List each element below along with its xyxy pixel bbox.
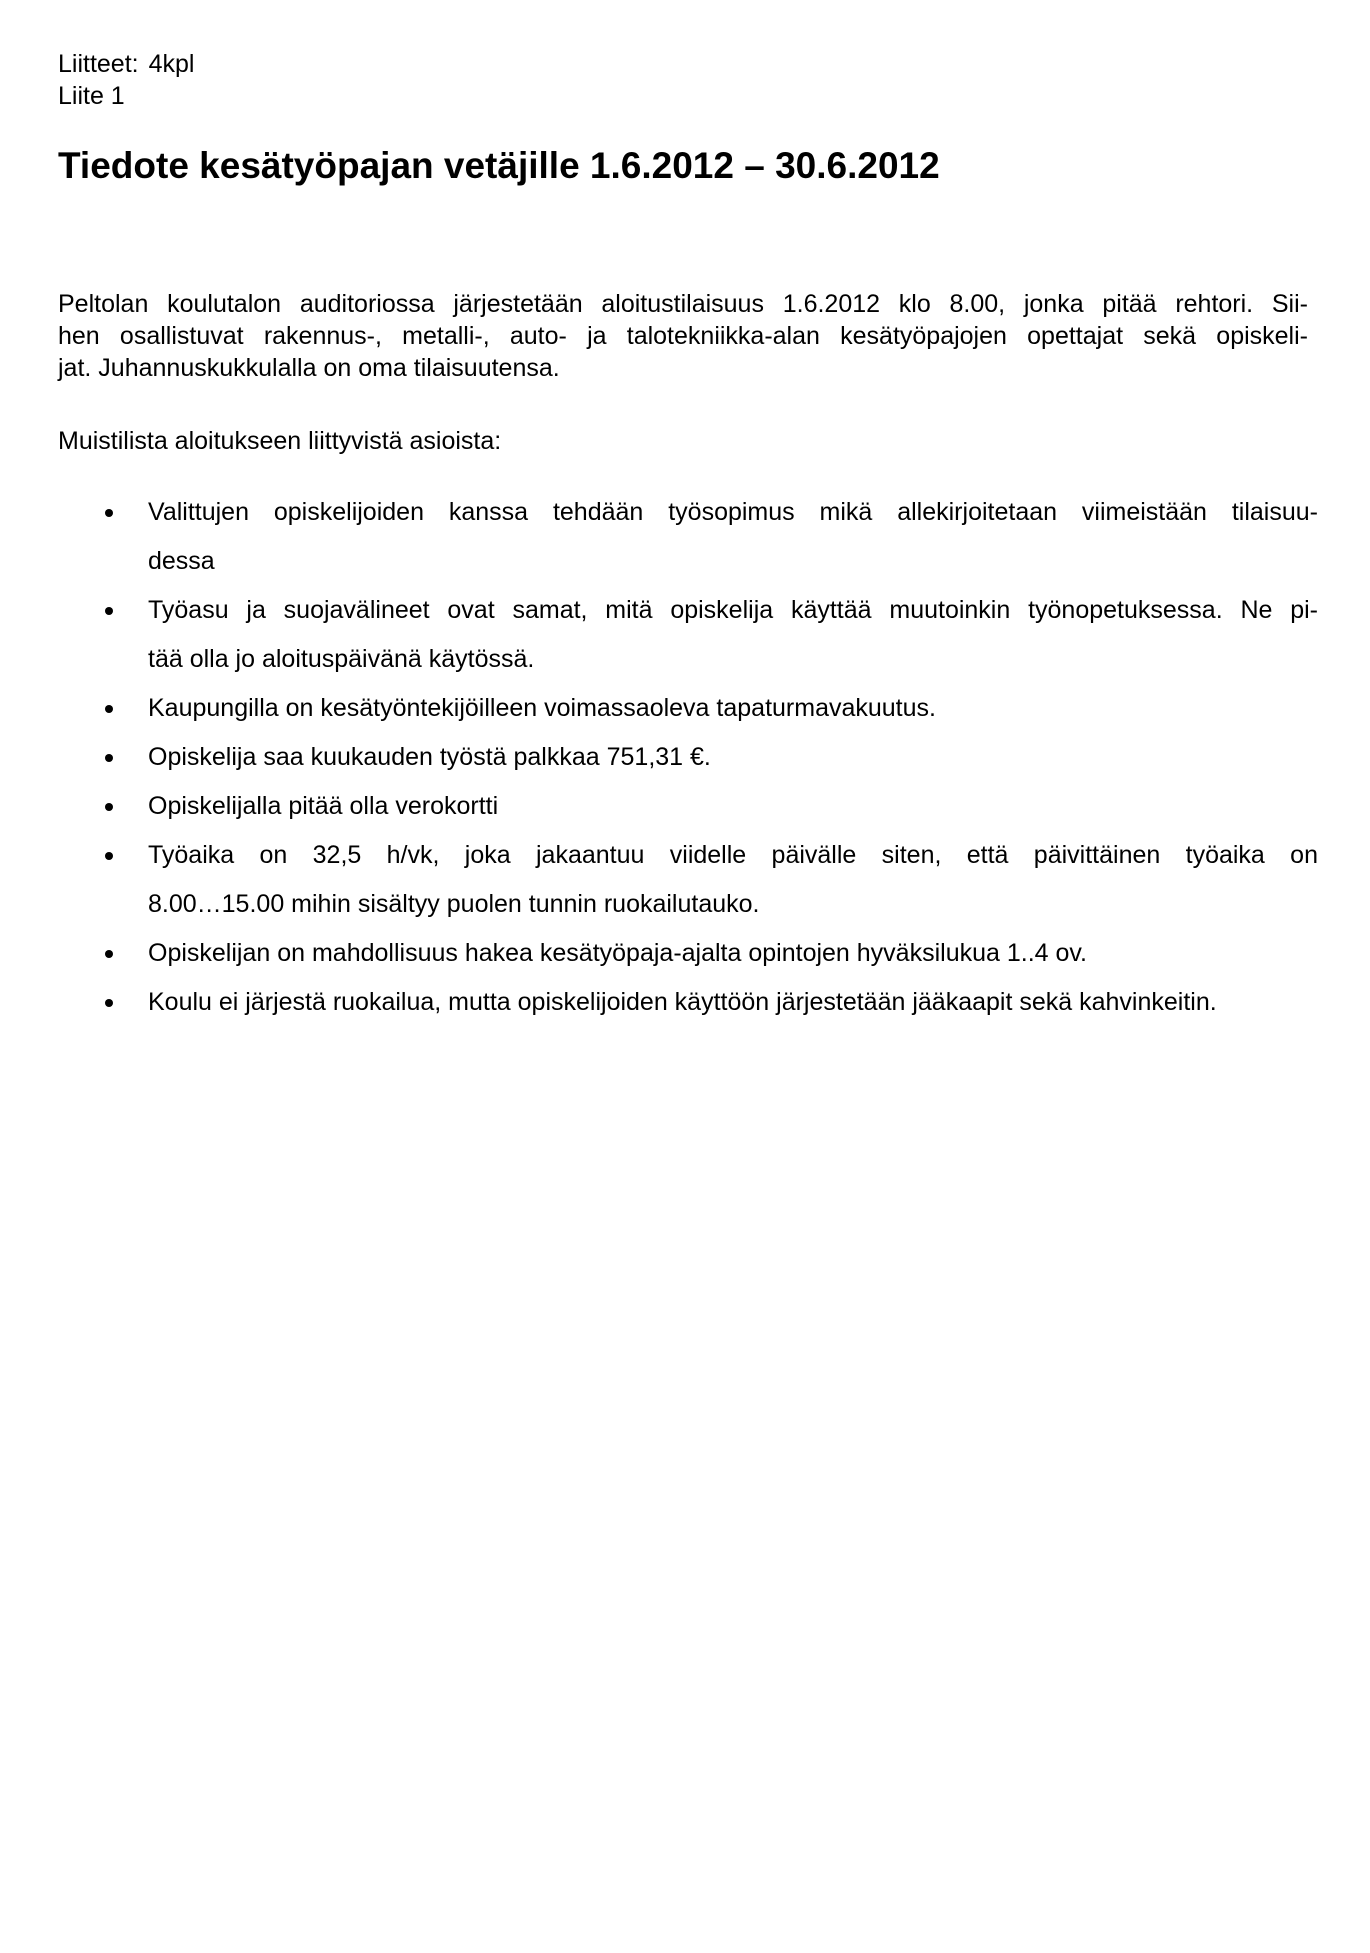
list-item [58,782,1318,831]
list-item [58,978,1318,1027]
reminder-list [58,488,1318,1027]
list-item [58,488,1318,586]
bullet-icon [105,607,113,615]
list-item [58,929,1318,978]
attachments-line [58,48,194,80]
appendix-label: Liite 1 [58,82,125,110]
list-item-line: Koulu ei järjestä ruokailua, mutta opiskelijoiden käyttöön järjestetään jääkaapit sekä kahvinkeitin. [148,988,1217,1016]
list-item-text [148,831,1318,929]
list-item-text [148,586,1318,684]
list-heading: Muistilista aloitukseen liittyvistä asioista: [58,427,502,455]
list-item-text [148,978,1318,1027]
bullet-icon [105,999,113,1007]
list-item-text [148,733,1318,782]
list-item-line: Kaupungilla on kesätyöntekijöilleen voimassaoleva tapaturmavakuutus. [148,694,936,722]
bullet-icon [105,705,113,713]
list-item-line: Työaika on 32,5 h/vk, joka jakaantuu viidelle päivälle siten, että päivittäinen työaika on [148,841,1318,869]
intro-paragraph [58,288,1308,384]
intro-line: Peltolan koulutalon auditoriossa järjestetään aloitustilaisuus 1.6.2012 klo 8.00, jonka pitää rehtori. Sii- [58,290,1308,318]
document-header [58,48,194,112]
bullet-icon [105,852,113,860]
bullet-icon [105,950,113,958]
intro-line: jat. Juhannuskukkulalla on oma tilaisuutensa. [58,354,560,382]
list-item-line: Työasu ja suojavälineet ovat samat, mitä opiskelija käyttää muutoinkin työnopetuksessa. Ne pi- [148,596,1318,624]
list-item-text [148,488,1318,586]
list-item-line: dessa [148,547,215,575]
list-item-line: Opiskelija saa kuukauden työstä palkkaa 751,31 €. [148,743,711,771]
bullet-icon [105,803,113,811]
list-item [58,684,1318,733]
list-item-line: 8.00…15.00 mihin sisältyy puolen tunnin ruokailutauko. [148,890,760,918]
list-item [58,831,1318,929]
list-item-line: Valittujen opiskelijoiden kanssa tehdään työsopimus mikä allekirjoitetaan viimeistään tilaisuu- [148,498,1318,526]
list-item-text [148,782,1318,831]
list-item-line: Opiskelijalla pitää olla verokortti [148,792,499,820]
list-item-text [148,684,1318,733]
list-item-line: tää olla jo aloituspäivänä käytössä. [148,645,535,673]
intro-line: hen osallistuvat rakennus-, metalli-, auto- ja talotekniikka-alan kesätyöpajojen opettajat sekä opiskeli- [58,322,1308,350]
attachments-label: Liitteet: [58,50,139,78]
document-title: Tiedote kesätyöpajan vetäjille 1.6.2012 – 30.6.2012 [58,145,940,186]
bullet-icon [105,754,113,762]
bullet-icon [105,509,113,517]
list-item [58,733,1318,782]
attachments-count: 4kpl [148,50,195,78]
list-item-text [148,929,1318,978]
list-item [58,586,1318,684]
list-item-line: Opiskelijan on mahdollisuus hakea kesätyöpaja-ajalta opintojen hyväksilukua 1..4 ov. [148,939,1087,967]
